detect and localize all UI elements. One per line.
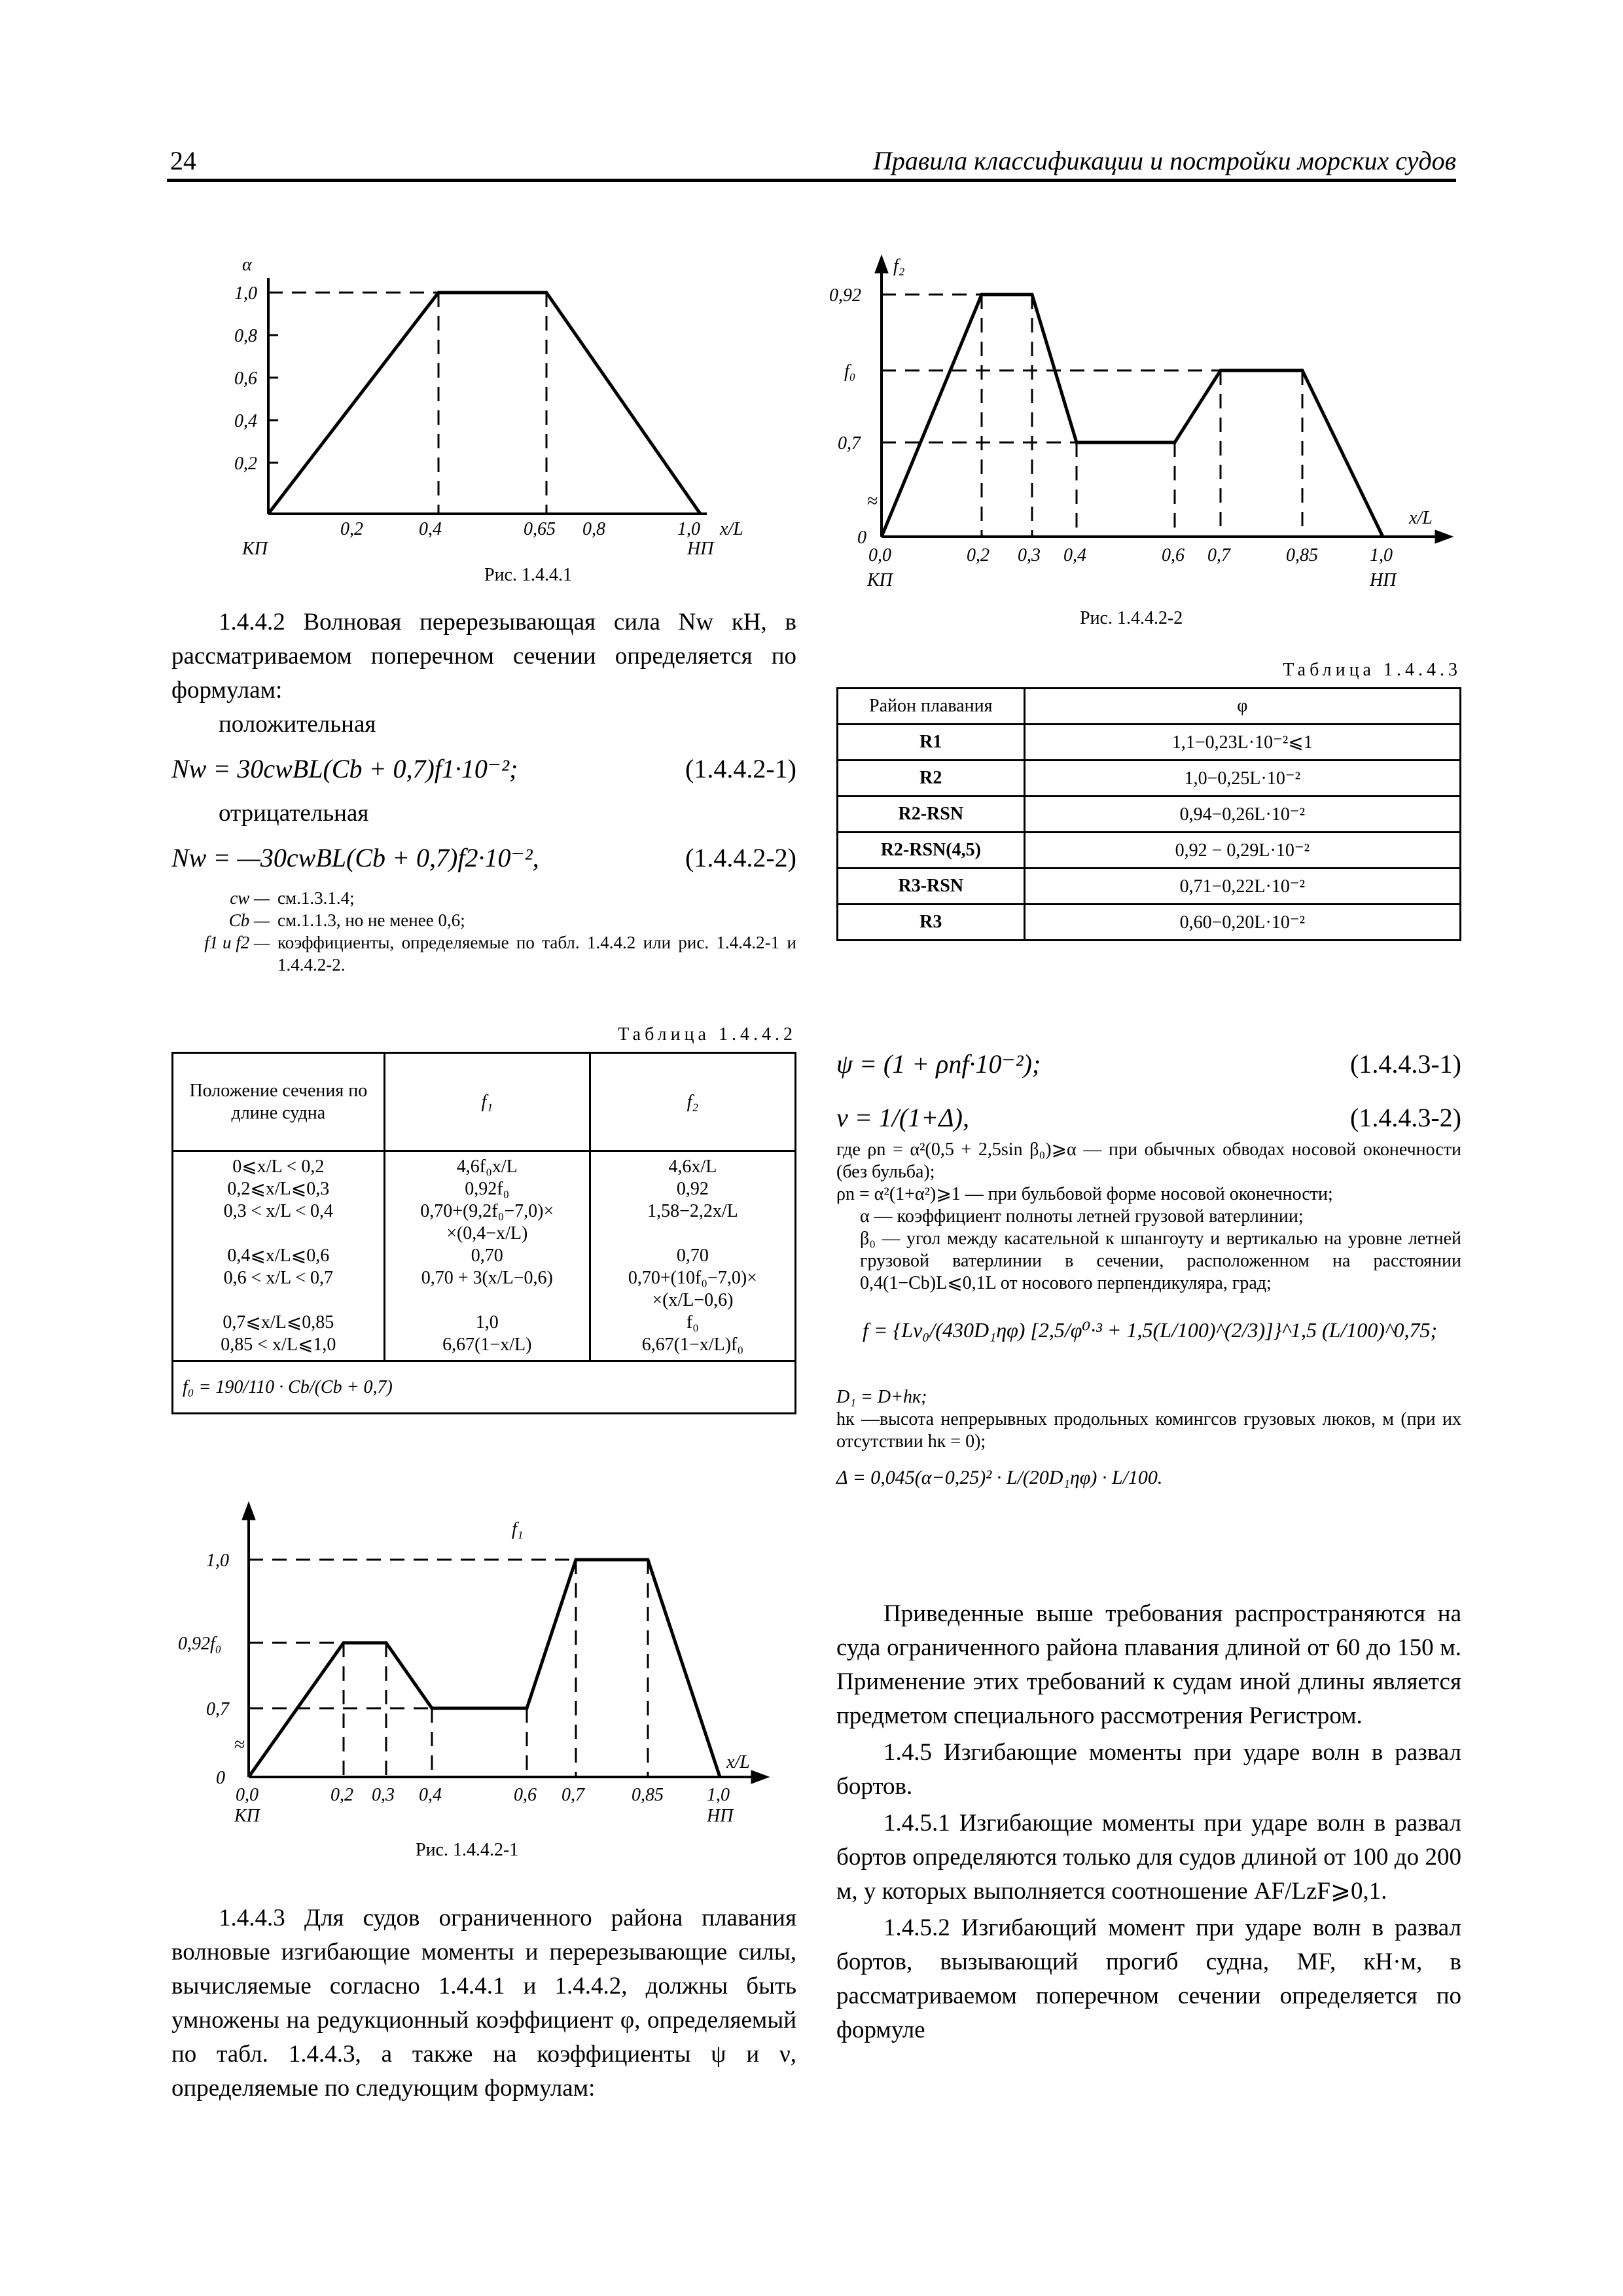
- formula-nu: ν = 1/(1+Δ), (1.4.4.3-2): [836, 1103, 1461, 1132]
- table-1442-block: [171, 1024, 796, 1414]
- section-1442: [171, 605, 796, 976]
- para-1451: 1.4.5.1 Изгибающие моменты при ударе волн в развал бортов определяются только для судов длиной от 100 до 200 м, у которых выполняется соотношение AF/LzF⩾0,1.: [836, 1810, 1461, 1905]
- axis-break-icon: ≈: [234, 1734, 245, 1755]
- table-caption: Таблица 1.4.4.3: [1283, 660, 1461, 680]
- header-phi: φ: [1024, 689, 1460, 725]
- y-tick-3: 0,6: [234, 368, 257, 389]
- x-tick-3: 0,65: [524, 519, 556, 539]
- para-applies: Приведенные выше требования распространяются на суда ограниченного района плавания длиной от 60 до 150 м. Применение этих требований к судам иной длины является предметом специального рассмотрения Регистром.: [836, 1600, 1461, 1729]
- left-label: КП: [234, 1806, 260, 1826]
- x-tick-6: 0,7: [562, 1785, 584, 1805]
- y-tick-5: 0,2: [234, 454, 257, 474]
- x-tick-3: 0,3: [1018, 545, 1041, 565]
- x-tick-4: 0,8: [582, 519, 605, 539]
- x-tick-4: 0,4: [419, 1785, 442, 1805]
- x-tick-5: 0,6: [514, 1785, 537, 1805]
- x-tick-8: 1,0: [707, 1785, 730, 1805]
- table-row: R2 1,0−0,25L·10⁻²: [838, 761, 1461, 797]
- table-row: R3 0,60−0,20L·10⁻²: [838, 905, 1461, 941]
- y-tick-2: 0,92f₀: [178, 1634, 222, 1654]
- def-hk: hк —высота непрерывных продольных комингсов грузовых люков, м (при их отсутствии hк = 0);: [836, 1409, 1461, 1452]
- x-tick-1: 0,0: [868, 545, 891, 565]
- xlabel: x/L: [726, 1752, 750, 1772]
- left-label: КП: [242, 539, 268, 559]
- x-tick-2: 0,2: [330, 1785, 353, 1805]
- cell-position: 0⩽x/L < 0,2 0,2⩽x/L⩽0,3 0,3 < x/L < 0,4 0,4⩽x/L⩽0,6 0,6 < x/L < 0,7 0,7⩽x/L⩽0,85 0,85 < x/L⩽1,0: [173, 1151, 385, 1361]
- section-145: [836, 1597, 1461, 2047]
- ylabel: f₁: [512, 1519, 524, 1539]
- x-tick-7: 0,85: [632, 1785, 664, 1805]
- alpha-line: [268, 293, 700, 514]
- formula-14422: Nw = —30cwBL(Cb + 0,7)f2·10⁻², (1.4.4.2-2): [171, 843, 796, 872]
- right-label: НП: [707, 1806, 734, 1826]
- table-row: R3-RSN 0,71−0,22L·10⁻²: [838, 869, 1461, 905]
- where-1: где ρn = α²(0,5 + 2,5sin β₀)⩾α — при обычных обводах носовой оконечности (без бульба);: [836, 1139, 1461, 1182]
- ylabel: α: [242, 255, 252, 275]
- y-tick-3: 0,7: [838, 433, 861, 454]
- x-tick-7: 0,85: [1286, 545, 1318, 565]
- x-tick-5: 1,0: [677, 519, 700, 539]
- y-tick-3: 0,7: [206, 1699, 229, 1719]
- y-tick-4: 0: [857, 528, 866, 548]
- table-row: R1 1,1−0,23L·10⁻²⩽1: [838, 725, 1461, 761]
- y-tick-1: 0,92: [829, 285, 861, 306]
- x-tick-3: 0,3: [372, 1785, 395, 1805]
- para-1452: 1.4.5.2 Изгибающий момент при ударе волн в развал бортов, вызывающий прогиб судна, MF, кН·м, в рассматриваемом поперечном сечении определяется по формуле: [836, 1914, 1461, 2043]
- table-row: R2-RSN 0,94−0,26L·10⁻²: [838, 797, 1461, 833]
- header-region: Район плавания: [838, 689, 1025, 725]
- figure-14421: [164, 1496, 785, 1869]
- table-1442: [171, 1052, 796, 1414]
- table-caption: Таблица 1.4.4.2: [618, 1024, 796, 1045]
- where-block: [836, 1139, 1461, 1295]
- header-rule: [167, 179, 1456, 182]
- header-position: Положение сечения по длине судна: [173, 1053, 385, 1151]
- formula-delta: Δ = 0,045(α−0,25)² · L/(20D₁ηφ) · L/100.: [836, 1467, 1163, 1488]
- formula-d1: D₁ = D+hк;: [836, 1387, 927, 1407]
- x-tick-6: 0,7: [1207, 545, 1230, 565]
- cell-f0: f₀ = 190/110 · Cb/(Cb + 0,7): [173, 1361, 796, 1414]
- figure-1441: [216, 252, 772, 592]
- label-negative: отрицательная: [219, 800, 369, 827]
- right-label: НП: [687, 539, 714, 559]
- figure-caption: Рис. 1.4.4.2-1: [416, 1840, 519, 1860]
- x-tick-1: 0,0: [236, 1785, 259, 1805]
- y-tick-4: 0: [216, 1768, 225, 1788]
- cell-f2: 4,6x/L 0,92 1,58−2,2x/L 0,70 0,70+(10f₀−7,0)× ×(x/L−0,6) f₀ 6,67(1−x/L)f₀: [590, 1151, 795, 1361]
- f2-line: [882, 295, 1383, 537]
- formula-f: f = {Lv₀/(430D₁ηφ) [2,5/φ⁰·³ + 1,5(L/100)^(2/3)]}^1,5 (L/100)^0,75;: [863, 1318, 1438, 1342]
- figure-caption: Рис. 1.4.4.1: [484, 565, 572, 585]
- x-tick-5: 0,6: [1162, 545, 1185, 565]
- axis-break-icon: ≈: [867, 490, 878, 512]
- figure-caption: Рис. 1.4.4.2-2: [1080, 608, 1183, 628]
- x-tick-1: 0,2: [340, 519, 363, 539]
- x-tick-2: 0,4: [419, 519, 442, 539]
- heading-145: 1.4.5 Изгибающие моменты при ударе волн в развал бортов.: [836, 1739, 1461, 1800]
- xlabel: x/L: [1409, 508, 1433, 528]
- xlabel: x/L: [720, 519, 743, 539]
- cell-f1: 4,6f₀x/L 0,92f₀ 0,70+(9,2f₀−7,0)× ×(0,4−x/L) 0,70 0,70 + 3(x/L−0,6) 1,0 6,67(1−x/L): [384, 1151, 590, 1361]
- table-1443-block: [836, 660, 1461, 941]
- figure-14422: [821, 245, 1476, 638]
- where-3: α — коэффициент полноты летней грузовой ватерлинии;: [860, 1206, 1304, 1227]
- x-tick-8: 1,0: [1370, 545, 1393, 565]
- y-tick-2: 0,8: [234, 326, 257, 346]
- ylabel: f₂: [893, 256, 905, 276]
- label-positive: положительная: [219, 711, 376, 738]
- para-1443: 1.4.4.3 Для судов ограниченного района плавания волновые изгибающие моменты и перерезывающие силы, вычисляемые согласно 1.4.4.1 и 1.4.4.2, должны быть умножены на редукционный коэффициент φ, определяемый по табл. 1.4.4.3, а также на коэффициенты ψ и ν, определяемые по следующим формулам:: [171, 1905, 796, 2102]
- where-2: ρn = α²(1+α²)⩾1 — при бульбовой форме носовой оконечности;: [836, 1184, 1333, 1204]
- y-tick-1: 1,0: [234, 283, 257, 304]
- para-1442: 1.4.4.2 Волновая перерезывающая сила Nw кН, в рассматриваемом поперечном сечении определяется по формулам:: [171, 609, 796, 704]
- where-4: β₀ — угол между касательной к шпангоуту и вертикалью на уровне летней грузовой ватерлинии в сечении, расположенном на расстоянии 0,4(1−Cb)L⩽0,1L от носового перпендикуляра, град;: [860, 1229, 1461, 1293]
- running-title: Правила классификации и постройки морских судов: [872, 146, 1456, 175]
- y-tick-2: f₀: [844, 361, 856, 382]
- f1-line: [249, 1560, 720, 1777]
- x-tick-4: 0,4: [1063, 545, 1086, 565]
- definitions: cw — см.1.3.1.4; Cb — см.1.1.3, но не менее 0,6; f1 и f2 — коэффициенты, определяемые по табл. 1.4.4.2 или рис. 1.4.4.2-1 и 1.4.4.2-2.: [204, 888, 796, 975]
- table-row: R2-RSN(4,5) 0,92 − 0,29L·10⁻²: [838, 833, 1461, 869]
- y-tick-1: 1,0: [206, 1551, 229, 1571]
- left-label: КП: [867, 570, 893, 590]
- page-number: 24: [170, 146, 196, 175]
- header-f2: f₂: [590, 1053, 795, 1151]
- x-tick-2: 0,2: [967, 545, 990, 565]
- formula-psi: ψ = (1 + ρnf·10⁻²); (1.4.4.3-1): [836, 1049, 1461, 1079]
- right-label: НП: [1370, 570, 1397, 590]
- formula-14421: Nw = 30cwBL(Cb + 0,7)f1·10⁻²; (1.4.4.2-1): [171, 754, 796, 783]
- y-tick-4: 0,4: [234, 411, 257, 431]
- formulas-1443: [836, 1047, 1461, 1495]
- header-f1: f₁: [384, 1053, 590, 1151]
- table-1443: [836, 687, 1461, 941]
